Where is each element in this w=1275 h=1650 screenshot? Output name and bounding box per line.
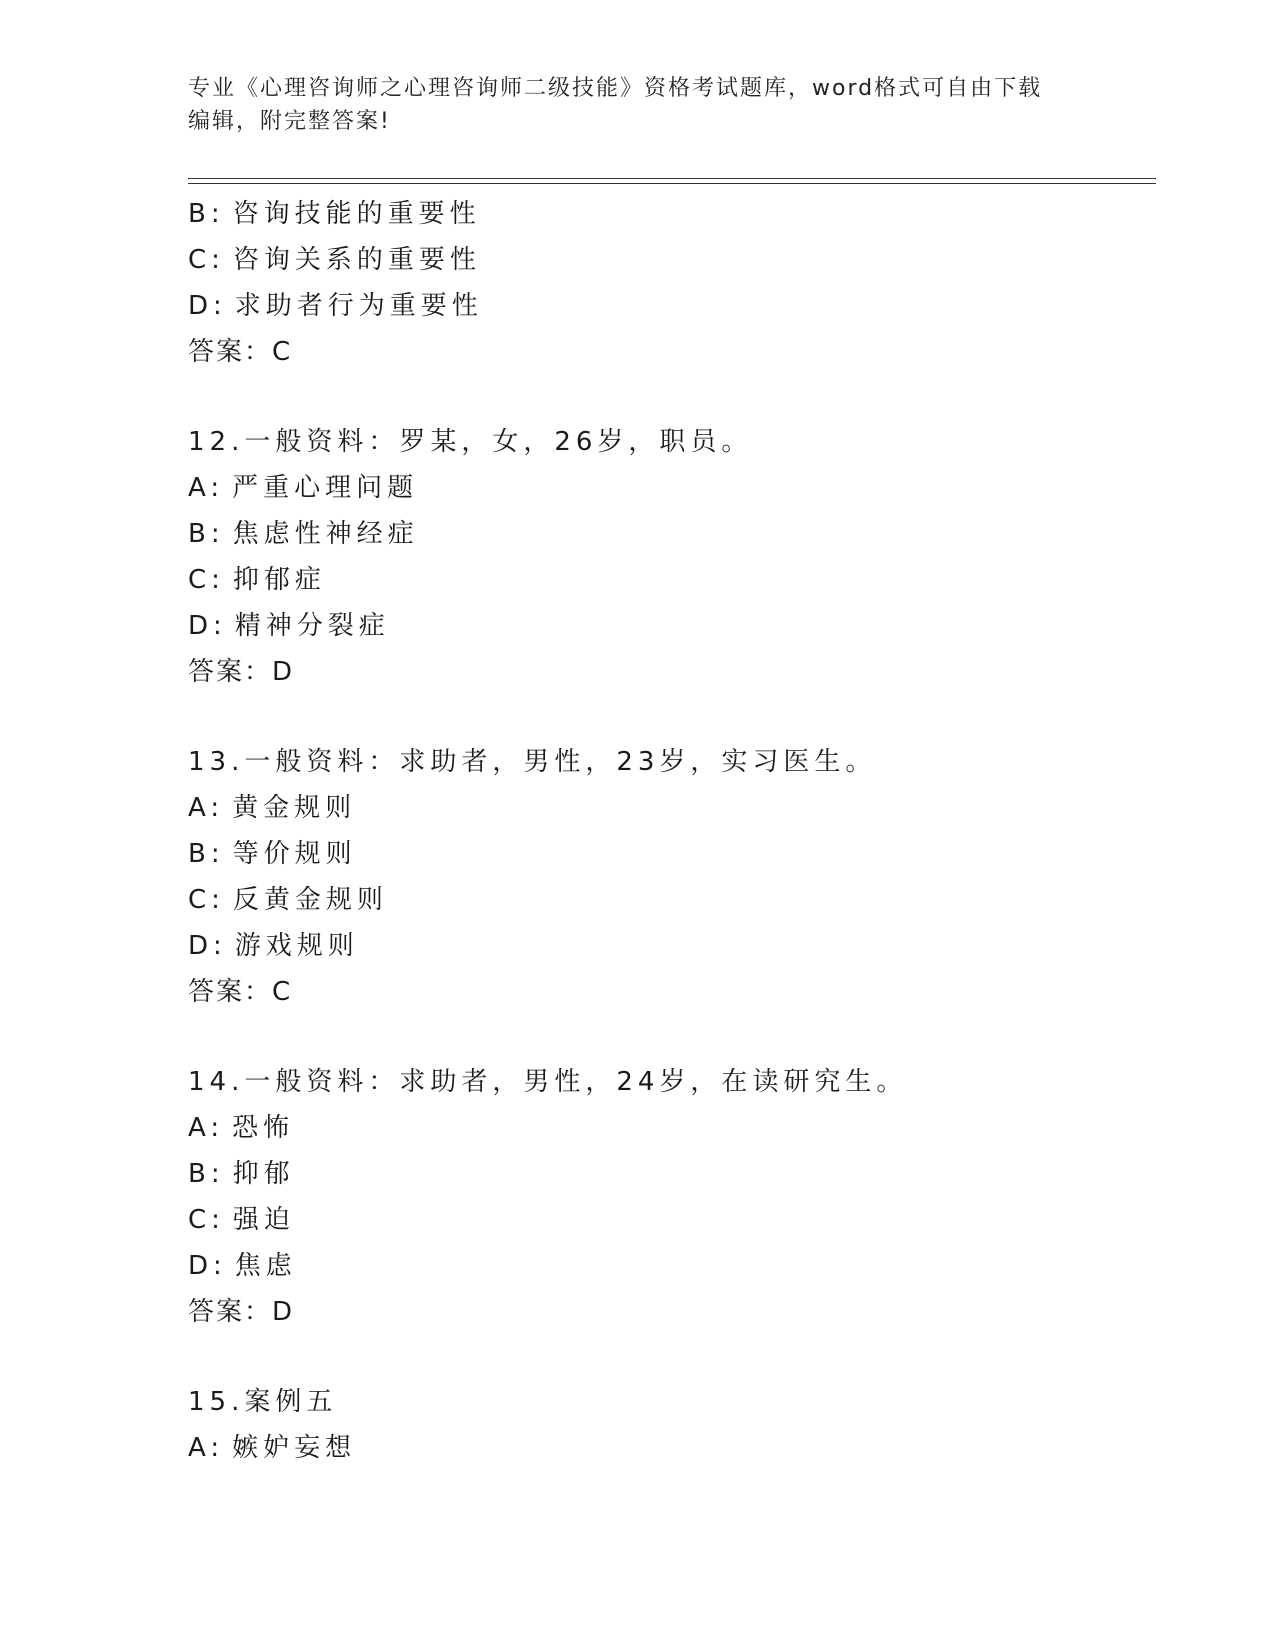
option-label: A: bbox=[188, 1433, 225, 1463]
header-line-1: 专业《心理咨询师之心理咨询师二级技能》资格考试题库，word格式可自由下载 bbox=[188, 76, 1043, 101]
option-label: C: bbox=[188, 1205, 225, 1235]
option-text: 焦虑 bbox=[234, 1251, 297, 1281]
block-spacer bbox=[188, 375, 1148, 419]
option-item bbox=[188, 1151, 1148, 1197]
block-spacer bbox=[188, 1015, 1148, 1059]
option-item bbox=[188, 1197, 1148, 1243]
option-text: 焦虑性神经症 bbox=[232, 519, 419, 549]
option-label: C: bbox=[188, 885, 225, 915]
option-item bbox=[188, 191, 1148, 237]
header-line-2: 编辑，附完整答案! bbox=[188, 109, 391, 134]
option-text: 抑郁 bbox=[232, 1159, 295, 1189]
option-text: 严重心理问题 bbox=[232, 473, 419, 503]
header-divider-bottom bbox=[188, 183, 1156, 184]
option-item bbox=[188, 923, 1148, 969]
option-label: B: bbox=[188, 199, 225, 229]
answer-line: 答案：D bbox=[188, 657, 295, 687]
option-item bbox=[188, 283, 1148, 329]
option-label: A: bbox=[188, 1113, 225, 1143]
option-label: C: bbox=[188, 565, 225, 595]
option-text: 咨询关系的重要性 bbox=[232, 245, 481, 275]
option-label: D: bbox=[188, 1251, 227, 1281]
option-label: B: bbox=[188, 519, 225, 549]
header-divider-top bbox=[188, 178, 1156, 179]
option-label: D: bbox=[188, 291, 227, 321]
option-item bbox=[188, 603, 1148, 649]
option-item bbox=[188, 1425, 1148, 1471]
question-block bbox=[188, 739, 1148, 1015]
option-label: A: bbox=[188, 793, 225, 823]
block-spacer bbox=[188, 1335, 1148, 1379]
option-item bbox=[188, 511, 1148, 557]
option-text: 精神分裂症 bbox=[234, 611, 390, 641]
question-block bbox=[188, 191, 1148, 375]
question-stem: 14.一般资料：求助者，男性，24岁，在读研究生。 bbox=[188, 1067, 908, 1097]
question-list bbox=[188, 191, 1148, 1471]
option-label: D: bbox=[188, 611, 227, 641]
option-text: 游戏规则 bbox=[234, 931, 359, 961]
option-label: A: bbox=[188, 473, 225, 503]
option-text: 嫉妒妄想 bbox=[232, 1433, 357, 1463]
question-block bbox=[188, 419, 1148, 695]
option-item bbox=[188, 785, 1148, 831]
answer-line: 答案：D bbox=[188, 1297, 295, 1327]
option-label: B: bbox=[188, 839, 225, 869]
option-label: D: bbox=[188, 931, 227, 961]
option-text: 咨询技能的重要性 bbox=[232, 199, 481, 229]
option-item bbox=[188, 557, 1148, 603]
option-text: 恐怖 bbox=[232, 1113, 295, 1143]
question-block bbox=[188, 1379, 1148, 1471]
option-item bbox=[188, 1243, 1148, 1289]
option-item bbox=[188, 465, 1148, 511]
option-item bbox=[188, 831, 1148, 877]
answer-line: 答案：C bbox=[188, 977, 293, 1007]
option-item bbox=[188, 1105, 1148, 1151]
question-stem: 12.一般资料：罗某，女，26岁，职员。 bbox=[188, 427, 753, 457]
option-text: 抑郁症 bbox=[232, 565, 326, 595]
answer-line: 答案：C bbox=[188, 337, 293, 367]
option-text: 反黄金规则 bbox=[232, 885, 388, 915]
option-item bbox=[188, 877, 1148, 923]
question-block bbox=[188, 1059, 1148, 1335]
option-text: 求助者行为重要性 bbox=[234, 291, 483, 321]
option-text: 强迫 bbox=[232, 1205, 295, 1235]
option-label: C: bbox=[188, 245, 225, 275]
option-label: B: bbox=[188, 1159, 225, 1189]
block-spacer bbox=[188, 695, 1148, 739]
question-stem: 13.一般资料：求助者，男性，23岁，实习医生。 bbox=[188, 747, 877, 777]
option-item bbox=[188, 237, 1148, 283]
document-header bbox=[188, 72, 1088, 138]
question-stem: 15.案例五 bbox=[188, 1387, 338, 1417]
option-text: 等价规则 bbox=[232, 839, 357, 869]
option-text: 黄金规则 bbox=[232, 793, 357, 823]
